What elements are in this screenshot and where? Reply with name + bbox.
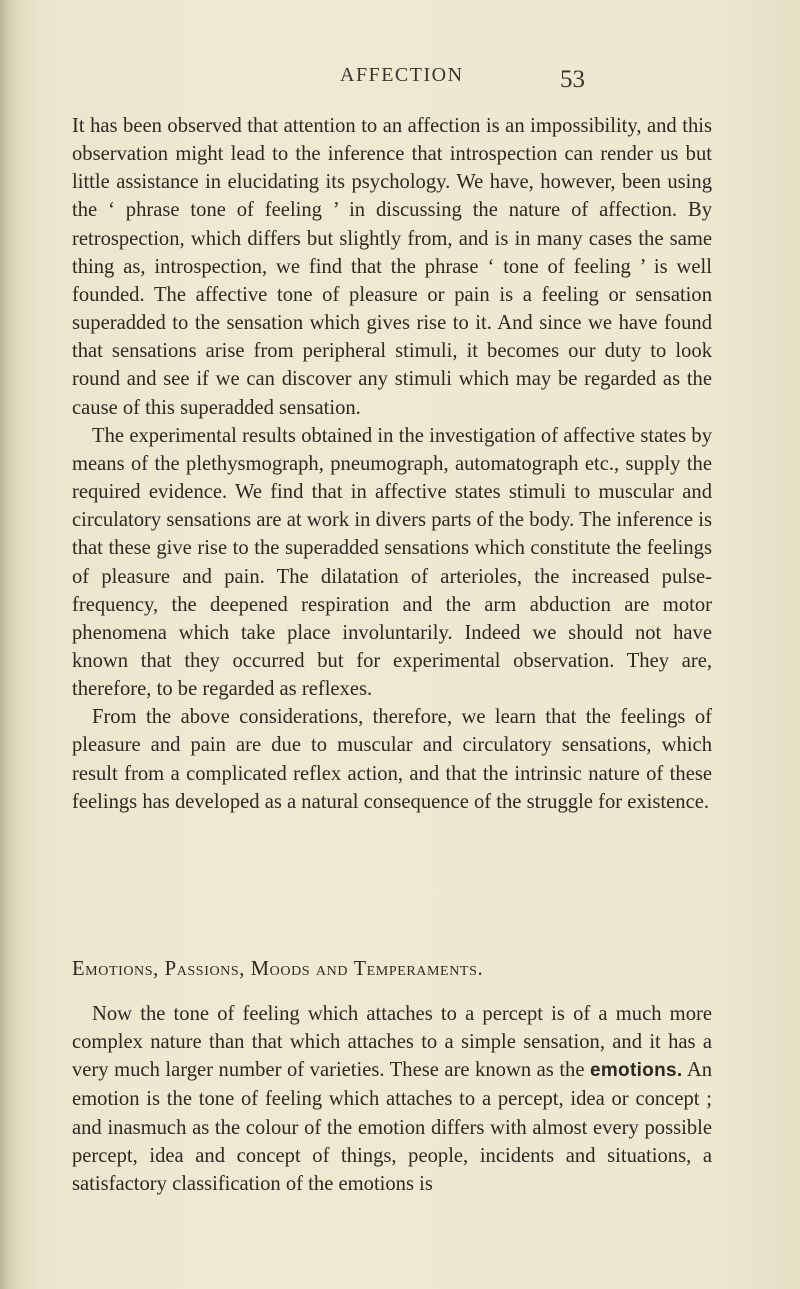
paragraph-2: The experimental results obtained in the investigation of affective states by means of the plethysmograph, pneumograph, automatograph etc., supply the required evidence. We find that in affective states stimuli to muscular and circulatory sensations are at work in divers parts of the body. The inference is that these give rise to the superadded sensations which constitute the feelings of pleasure and pain. The dilatation of arterioles, the increased pulse-frequency, the deepened respiration and the arm abduction are motor phenomena which take place involuntarily. Indeed we should not have known that they occurred but for experimental observation. They are, therefore, to be regarded as reflexes. bbox=[72, 424, 712, 701]
page-gutter-shadow bbox=[0, 0, 18, 1289]
page-header bbox=[0, 62, 800, 92]
body-text-continued bbox=[72, 1000, 712, 1198]
page-number: 53 bbox=[560, 66, 585, 93]
section-heading: Emotions, Passions, Moods and Temperaments. bbox=[72, 958, 484, 980]
paragraph-4-end: An emotion is the tone of feeling which attaches to a percept, idea or concept ; and inasmuch as the colour of the emotion differs with almost every possible percept, idea and concept of things, people, incidents and situations, a satisfactory classification of the emotions is bbox=[72, 1059, 712, 1195]
paragraph-4-start: Now the tone of feeling which attaches to a percept is of a much more complex nature than that which attaches to a simple sensation, and it has a very much larger number of varieties. These are known as the bbox=[72, 1003, 712, 1082]
paragraph-3: From the above considerations, therefore, we learn that the feelings of pleasure and pain are due to muscular and circulatory sensations, which result from a complicated reflex action, and that the intrinsic nature of these feelings has developed as a natural consequence of the struggle for existence. bbox=[72, 706, 712, 813]
paragraph-4 bbox=[72, 1000, 712, 1198]
term-emotions: emotions. bbox=[590, 1060, 683, 1082]
running-head: AFFECTION bbox=[340, 64, 464, 86]
paragraph-1: It has been observed that attention to an affection is an impossibility, and this observation might lead to the inference that introspection can render us but little assistance in elucidating its psychology. We have, however, been using the ‘ phrase tone of feeling ’ in discussing the nature of affection. By retrospection, which differs but slightly from, and is in many cases the same thing as, introspection, we find that the phrase ‘ tone of feeling ’ is well founded. The affective tone of pleasure or pain is a feeling or sensation superadded to the sensation which gives rise to it. And since we have found that sensations arise from peripheral stimuli, it becomes our duty to look round and see if we can discover any stimuli which may be regarded as the cause of this superadded sensation. bbox=[72, 115, 712, 419]
body-text bbox=[72, 112, 712, 816]
